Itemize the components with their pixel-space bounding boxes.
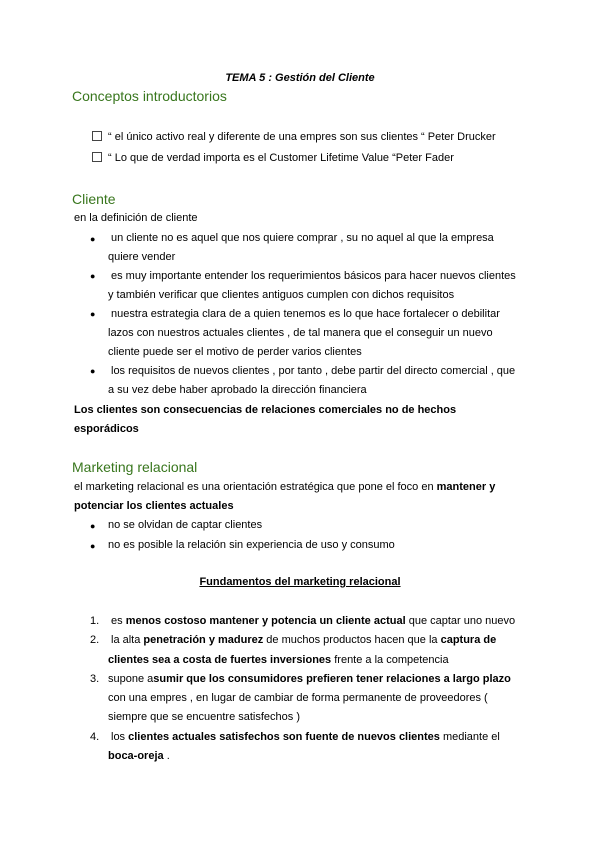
- sub-heading-text: Fundamentos del marketing relacional: [199, 576, 401, 588]
- marketing-lead-bold: mantener y: [436, 481, 496, 493]
- list-number: 3.: [90, 673, 100, 685]
- checkbox-icon[interactable]: [92, 152, 102, 162]
- numbered-item: [111, 634, 496, 646]
- text: que captar uno nuevo: [405, 615, 516, 627]
- heading-cliente: Cliente: [72, 191, 116, 207]
- numbered-item-cont: siempre que se encuentre satisfechos ): [108, 711, 300, 723]
- list-item-cont: a su vez debe haber aprobado la dirección financiera: [108, 384, 367, 396]
- cliente-lead: en la definición de cliente: [74, 212, 198, 224]
- text-bold: menos costoso mantener y potencia un cliente actual: [125, 615, 406, 627]
- list-item: un cliente no es aquel que nos quiere comprar , su no aquel al que la empresa: [111, 232, 494, 244]
- sub-heading: [0, 576, 600, 588]
- cliente-conclusion-cont: esporádicos: [74, 423, 139, 435]
- heading-marketing: Marketing relacional: [72, 459, 198, 475]
- list-item-cont: quiere vender: [108, 251, 176, 263]
- intro-item-text: “ Lo que de verdad importa es el Customer Lifetime Value “Peter Fader: [108, 152, 454, 164]
- list-number: 4.: [90, 731, 100, 743]
- text-bold: penetración y madurez: [143, 634, 264, 646]
- text-bold: captura de: [440, 634, 497, 646]
- intro-item: [92, 152, 454, 164]
- list-item-cont: cliente puede ser el motivo de perder varios clientes: [108, 346, 362, 358]
- text: frente a la competencia: [331, 654, 449, 666]
- numbered-item: [108, 673, 511, 685]
- bullet-icon: ●: [90, 234, 96, 244]
- list-item: no es posible la relación sin experiencia de uso y consumo: [108, 539, 395, 551]
- text: mediante el: [439, 731, 500, 743]
- text-bold: boca-oreja: [108, 750, 164, 762]
- numbered-item: [111, 615, 515, 627]
- bullet-icon: ●: [90, 366, 96, 376]
- list-item: es muy importante entender los requerimientos básicos para hacer nuevos clientes: [111, 270, 516, 282]
- list-number: 1.: [90, 615, 100, 627]
- bullet-icon: ●: [90, 541, 96, 551]
- text: los: [111, 731, 129, 743]
- bullet-icon: ●: [90, 271, 96, 281]
- list-item: no se olvidan de captar clientes: [108, 519, 263, 531]
- numbered-item-cont: [108, 654, 449, 666]
- intro-item: [92, 131, 496, 143]
- marketing-lead: [74, 481, 495, 493]
- bullet-icon: ●: [90, 309, 96, 319]
- text-bold: clientes actuales satisfechos son fuente de nuevos clientes: [128, 731, 440, 743]
- cliente-conclusion: Los clientes son consecuencias de relaciones comerciales no de hechos: [74, 404, 457, 416]
- list-item: nuestra estrategia clara de a quien tenemos es lo que hace fortalecer o debilitar: [111, 308, 500, 320]
- numbered-item: [111, 731, 500, 743]
- checkbox-icon[interactable]: [92, 131, 102, 141]
- text: de muchos productos hacen que la: [263, 634, 441, 646]
- bullet-icon: ●: [90, 521, 96, 531]
- list-item-cont: y también verificar que clientes antiguos cumplen con dichos requisitos: [108, 289, 455, 301]
- numbered-item-cont: [108, 750, 170, 762]
- text: .: [163, 750, 170, 762]
- text: es: [111, 615, 126, 627]
- list-item-cont: lazos con nuestros actuales clientes , de tal manera que el conseguir un nuevo: [108, 327, 493, 339]
- marketing-lead-text: el marketing relacional es una orientación estratégica que pone el foco en: [74, 481, 437, 493]
- text-bold: sumir que los consumidores prefieren tener relaciones a largo plazo: [153, 673, 511, 685]
- text-bold: clientes sea a costa de fuertes inversiones: [108, 654, 332, 666]
- text: la alta: [111, 634, 144, 646]
- heading-conceptos: Conceptos introductorios: [72, 88, 227, 104]
- intro-item-text: “ el único activo real y diferente de una empres son sus clientes “ Peter Drucker: [108, 131, 496, 143]
- list-number: 2.: [90, 634, 100, 646]
- marketing-lead-cont: potenciar los clientes actuales: [74, 500, 234, 512]
- page-title: TEMA 5 : Gestión del Cliente: [225, 72, 375, 84]
- text: supone a: [108, 673, 154, 685]
- list-item: los requisitos de nuevos clientes , por tanto , debe partir del directo comercial , que: [111, 365, 516, 377]
- numbered-item-cont: con una empres , en lugar de cambiar de forma permanente de proveedores (: [108, 692, 488, 704]
